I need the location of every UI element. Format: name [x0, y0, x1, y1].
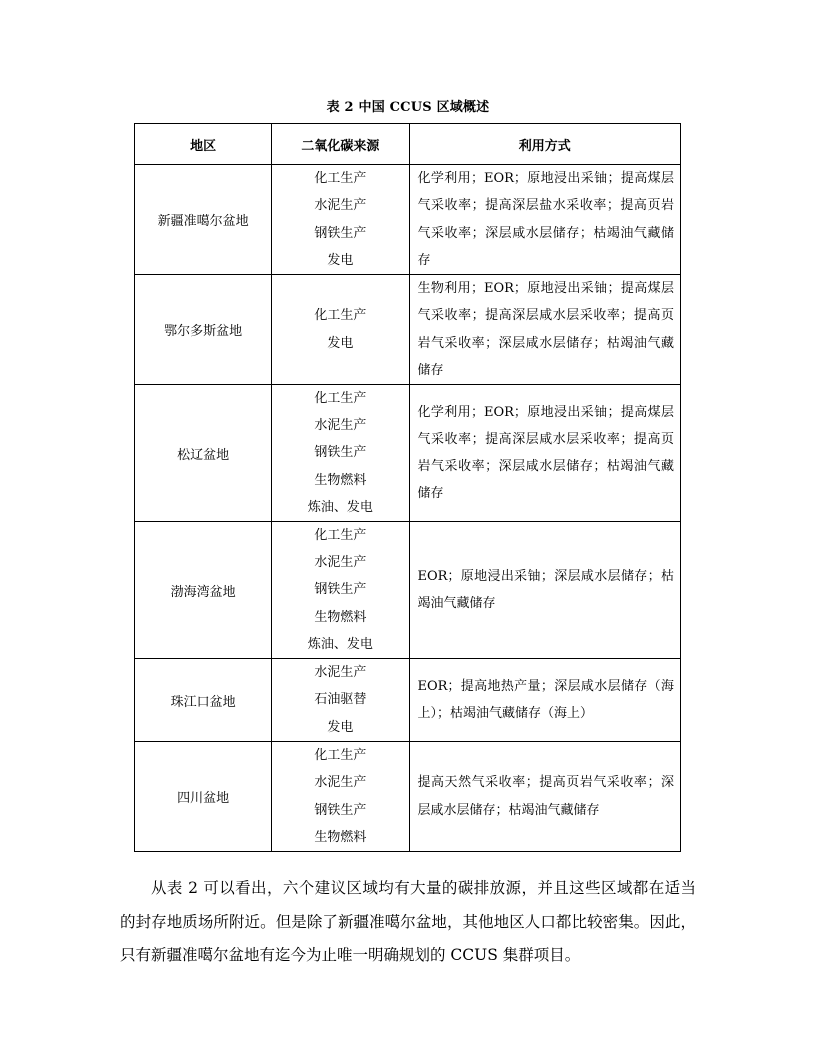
sources-cell — [272, 275, 409, 385]
table-caption: 表 2 中国 CCUS 区域概述 — [326, 100, 490, 115]
source-item: 炼油、发电 — [307, 636, 373, 652]
source-item: 炼油、发电 — [307, 499, 373, 515]
source-item: 水泥生产 — [314, 198, 367, 214]
uses-cell: EOR；提高地热产量；深层咸水层储存（海上）；枯竭油气藏储存（海上） — [409, 659, 681, 742]
region-cell: 新疆准噶尔盆地 — [135, 165, 272, 275]
region-cell: 珠江口盆地 — [135, 659, 272, 742]
source-item: 水泥生产 — [314, 555, 367, 571]
sources-cell — [272, 385, 409, 522]
uses-cell: 提高天然气采收率；提高页岩气采收率；深层咸水层储存；枯竭油气藏储存 — [409, 742, 681, 852]
sources-cell — [272, 165, 409, 275]
table-row — [135, 385, 681, 522]
source-item: 生物燃料 — [314, 829, 367, 845]
sources-cell — [272, 742, 409, 852]
source-item: 水泥生产 — [314, 665, 367, 681]
sources-cell — [272, 659, 409, 742]
uses-cell: EOR；原地浸出采铀；深层咸水层储存；枯竭油气藏储存 — [409, 522, 681, 659]
ccus-region-table — [134, 123, 681, 852]
source-item: 钢铁生产 — [314, 582, 367, 598]
source-item: 钢铁生产 — [314, 445, 367, 461]
source-item: 石油驱替 — [314, 692, 367, 708]
table-row — [135, 165, 681, 275]
header-region: 地区 — [135, 124, 272, 165]
source-item: 水泥生产 — [314, 418, 367, 434]
uses-cell: 化学利用；EOR；原地浸出采铀；提高煤层气采收率；提高深层盐水采收率；提高页岩气采收率；深层咸水层储存；枯竭油气藏储存 — [409, 165, 681, 275]
source-item: 水泥生产 — [314, 775, 367, 791]
region-cell: 四川盆地 — [135, 742, 272, 852]
source-item: 生物燃料 — [314, 609, 367, 625]
source-item: 生物燃料 — [314, 472, 367, 488]
source-item: 化工生产 — [314, 171, 367, 187]
source-item: 化工生产 — [314, 391, 367, 406]
table-row — [135, 275, 681, 385]
table-header-row — [135, 124, 681, 165]
table-row — [135, 659, 681, 742]
region-cell: 松辽盆地 — [135, 385, 272, 522]
uses-cell: 化学利用；EOR；原地浸出采铀；提高煤层气采收率；提高深层咸水层采收率；提高页岩气采收率；深层咸水层储存；枯竭油气藏储存 — [409, 385, 681, 522]
source-item: 发电 — [327, 719, 354, 735]
body-paragraph-block — [120, 872, 696, 973]
sources-cell — [272, 522, 409, 659]
table-row — [135, 522, 681, 659]
body-paragraph: 从表 2 可以看出，六个建议区域均有大量的碳排放源，并且这些区域都在适当的封存地质场所附近。但是除了新疆准噶尔盆地，其他地区人口都比较密集。因此，只有新疆准噶尔盆地有迄今为止唯一明确规划的 CCUS 集群项目。 — [120, 879, 696, 964]
source-item: 化工生产 — [314, 308, 367, 324]
region-cell: 鄂尔多斯盆地 — [135, 275, 272, 385]
source-item: 化工生产 — [314, 748, 367, 764]
region-cell: 渤海湾盆地 — [135, 522, 272, 659]
source-item: 化工生产 — [314, 528, 367, 544]
source-item: 钢铁生产 — [314, 802, 367, 818]
table-row — [135, 742, 681, 852]
header-co2-source: 二氧化碳来源 — [272, 124, 409, 165]
header-utilization: 利用方式 — [409, 124, 681, 165]
source-item: 发电 — [327, 335, 354, 351]
uses-cell: 生物利用；EOR；原地浸出采铀；提高煤层气采收率；提高深层咸水层采收率；提高页岩气采收率；深层咸水层储存；枯竭油气藏储存 — [409, 275, 681, 385]
source-item: 钢铁生产 — [314, 225, 367, 241]
source-item: 发电 — [327, 252, 354, 268]
